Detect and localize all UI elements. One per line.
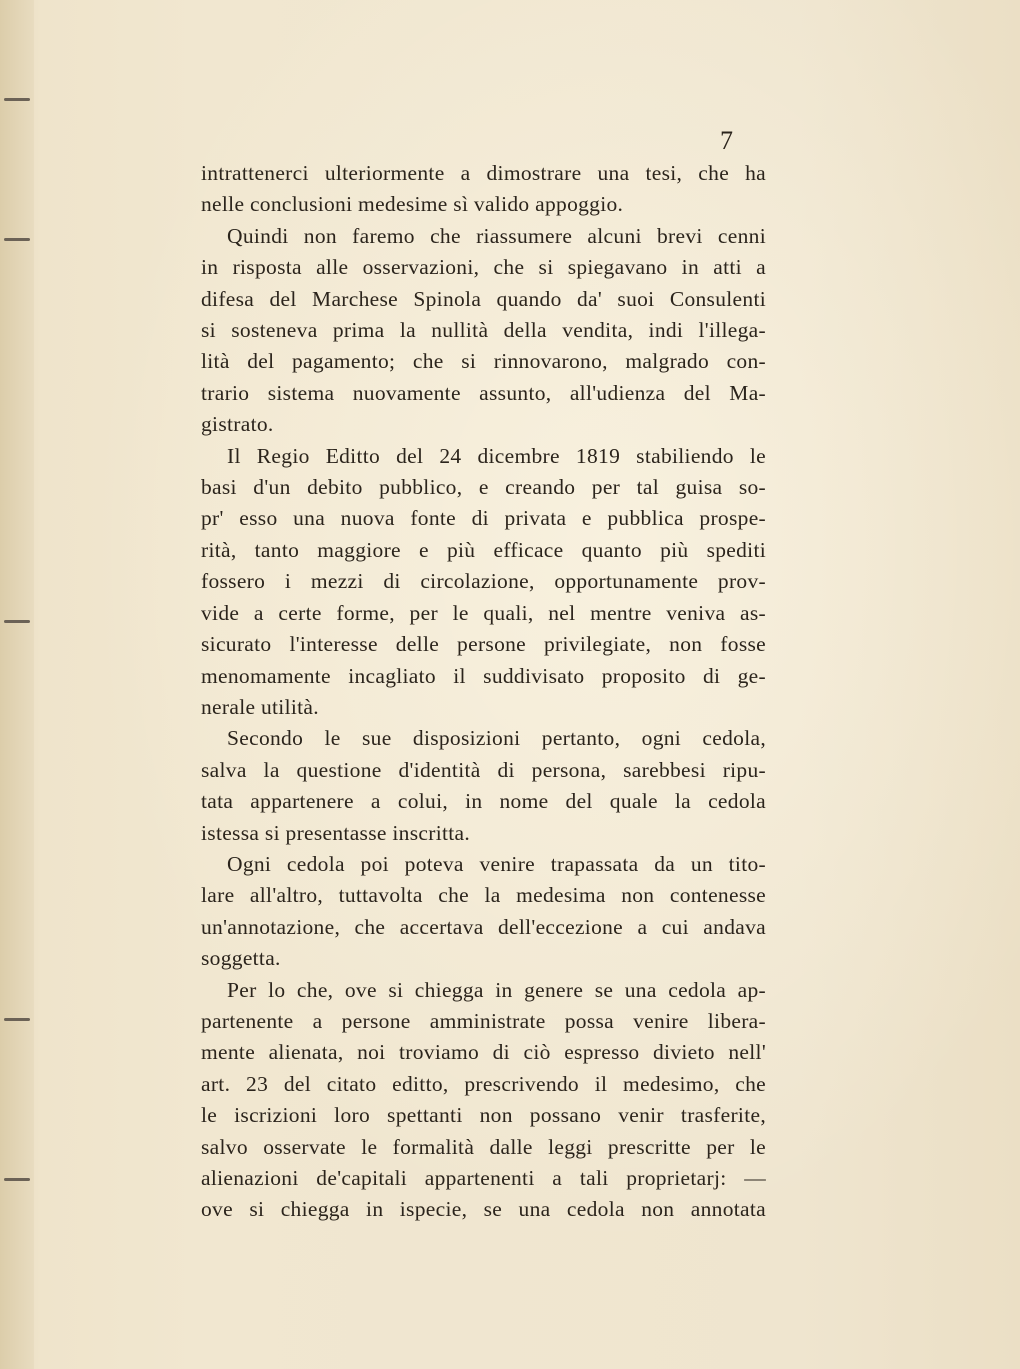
text-line: intrattenerci ulteriormente a dimostrare una tesi, che ha — [201, 161, 766, 185]
binding-stitch — [4, 620, 30, 623]
text-line: art. 23 del citato editto, prescrivendo il medesimo, che — [201, 1071, 766, 1096]
text-line: soggetta. — [201, 946, 281, 971]
text-line: menomamente incagliato il suddivisato proposito di ge- — [201, 663, 766, 688]
text-line: rità, tanto maggiore e più efficace quanto più spediti — [201, 537, 766, 562]
text-line: salvo osservate le formalità dalle leggi prescritte per le — [201, 1134, 766, 1159]
text-line: istessa si presentasse inscritta. — [201, 820, 471, 845]
binding-stitch — [4, 238, 30, 241]
text-line: Il Regio Editto del 24 dicembre 1819 stabiliendo le — [227, 443, 766, 468]
text-line: lare all'altro, tuttavolta che la medesima non contenesse — [201, 883, 766, 908]
text-line: tata appartenere a colui, in nome del quale la cedola — [201, 789, 766, 814]
text-line: lità del pagamento; che si rinnovarono, malgrado con- — [201, 349, 766, 374]
text-line: salva la questione d'identità di persona, sarebbesi ripu- — [201, 757, 766, 782]
text-line: Secondo le sue disposizioni pertanto, ogni cedola, — [227, 726, 766, 751]
binding-stitch — [4, 98, 30, 101]
text-line: si sosteneva prima la nullità della vendita, indi l'illega- — [201, 318, 766, 343]
text-line: difesa del Marchese Spinola quando da' suoi Consulenti — [201, 286, 766, 311]
text-line: mente alienata, noi troviamo di ciò espresso divieto nell' — [201, 1040, 766, 1065]
binding-stitch — [4, 1178, 30, 1181]
text-line: trario sistema nuovamente assunto, all'udienza del Ma- — [201, 380, 766, 405]
text-line: nelle conclusioni medesime sì valido appoggio. — [201, 192, 624, 217]
text-line: Ogni cedola poi poteva venire trapassata da un tito- — [227, 851, 766, 876]
text-line: un'annotazione, che accertava dell'eccezione a cui andava — [201, 914, 766, 939]
text-line: Per lo che, ove si chiegga in genere se una cedola ap- — [227, 977, 766, 1002]
page-number: 7 — [720, 126, 733, 155]
text-line: gistrato. — [201, 412, 274, 437]
text-line: partenente a persone amministrate possa venire libera- — [201, 1008, 766, 1033]
text-line: Quindi non faremo che riassumere alcuni brevi cenni — [227, 223, 766, 248]
text-line: pr' esso una nuova fonte di privata e pubblica prospe- — [201, 506, 766, 531]
text-line: vide a certe forme, per le quali, nel mentre veniva as- — [201, 600, 766, 625]
binding-gutter — [0, 0, 34, 1369]
text-line: sicurato l'interesse delle persone privilegiate, non fosse — [201, 632, 766, 657]
text-line: le iscrizioni loro spettanti non possano venir trasferite, — [201, 1103, 766, 1128]
binding-stitch — [4, 1018, 30, 1021]
body-text — [201, 158, 766, 1226]
text-line: ove si chiegga in ispecie, se una cedola non annotata — [201, 1197, 766, 1222]
text-line: basi d'un debito pubblico, e creando per tal guisa so- — [201, 475, 766, 500]
text-line: in risposta alle osservazioni, che si spiegavano in atti a — [201, 255, 766, 280]
text-line: alienazioni de'capitali appartenenti a tali proprietarj: — — [201, 1166, 766, 1190]
text-line: nerale utilità. — [201, 694, 319, 719]
text-line: fossero i mezzi di circolazione, opportunamente prov- — [201, 569, 766, 594]
